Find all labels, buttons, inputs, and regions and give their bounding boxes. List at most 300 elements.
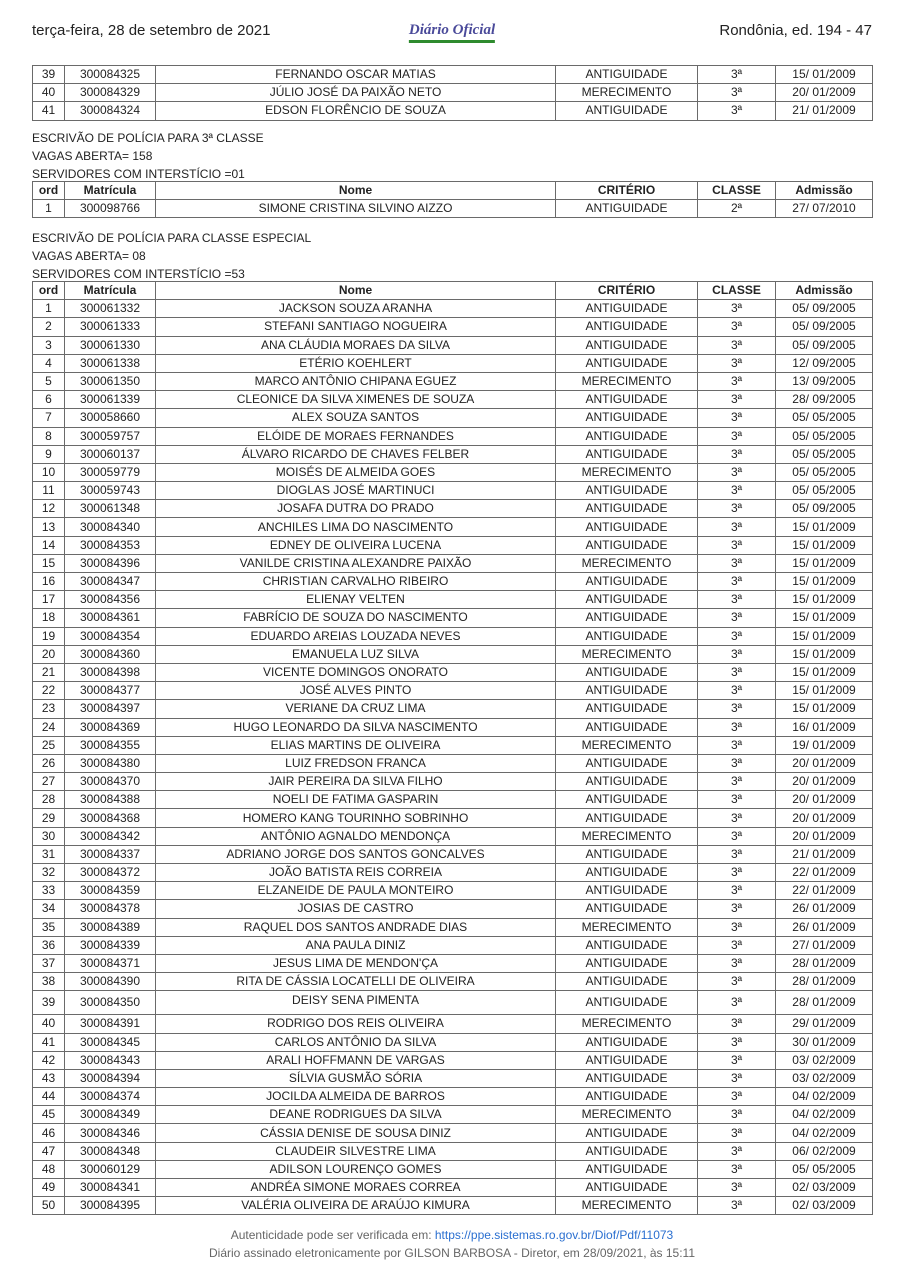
cell-admissao: 12/ 09/2005 [776, 354, 873, 372]
table-row [33, 391, 873, 409]
cell-classe: 3ª [698, 1015, 776, 1033]
cell-ord: 11 [33, 482, 65, 500]
cell-criterio: ANTIGUIDADE [556, 1088, 698, 1106]
cell-ord: 49 [33, 1179, 65, 1197]
cell-matricula: 300084380 [65, 754, 156, 772]
cell-admissao: 15/ 01/2009 [776, 573, 873, 591]
cell-admissao: 21/ 01/2009 [776, 102, 873, 120]
table-row [33, 1015, 873, 1033]
cell-classe: 3ª [698, 1069, 776, 1087]
cell-classe: 3ª [698, 627, 776, 645]
cell-classe: 3ª [698, 1142, 776, 1160]
cell-ord: 34 [33, 900, 65, 918]
cell-classe: 3ª [698, 918, 776, 936]
cell-matricula: 300084339 [65, 936, 156, 954]
cell-matricula: 300084356 [65, 591, 156, 609]
cell-admissao: 28/ 01/2009 [776, 973, 873, 991]
cell-ord: 45 [33, 1106, 65, 1124]
cell-matricula: 300084350 [65, 991, 156, 1015]
cell-criterio: MERECIMENTO [556, 554, 698, 572]
col-ord: ord [33, 282, 65, 300]
cell-nome: JAIR PEREIRA DA SILVA FILHO [156, 773, 556, 791]
cell-admissao: 19/ 01/2009 [776, 736, 873, 754]
cell-classe: 3ª [698, 645, 776, 663]
table-row [33, 1088, 873, 1106]
cell-ord: 26 [33, 754, 65, 772]
cell-matricula: 300084346 [65, 1124, 156, 1142]
brand-title: Diário Oficial [408, 22, 496, 38]
cell-ord: 46 [33, 1124, 65, 1142]
table-row [33, 627, 873, 645]
table-row [33, 809, 873, 827]
cell-ord: 9 [33, 445, 65, 463]
cell-ord: 50 [33, 1197, 65, 1215]
cell-admissao: 04/ 02/2009 [776, 1106, 873, 1124]
cell-matricula: 300098766 [65, 200, 156, 218]
cell-ord: 13 [33, 518, 65, 536]
cell-nome: CLEONICE DA SILVA XIMENES DE SOUZA [156, 391, 556, 409]
table-row [33, 445, 873, 463]
cell-ord: 48 [33, 1160, 65, 1178]
table-row [33, 1142, 873, 1160]
cell-criterio: ANTIGUIDADE [556, 864, 698, 882]
cell-classe: 3ª [698, 1124, 776, 1142]
cell-matricula: 300084345 [65, 1033, 156, 1051]
cell-matricula: 300059743 [65, 482, 156, 500]
cell-nome: VICENTE DOMINGOS ONORATO [156, 663, 556, 681]
table-row [33, 554, 873, 572]
cell-admissao: 05/ 09/2005 [776, 500, 873, 518]
cell-classe: 3ª [698, 936, 776, 954]
cell-admissao: 28/ 01/2009 [776, 954, 873, 972]
cell-classe: 3ª [698, 500, 776, 518]
cell-criterio: ANTIGUIDADE [556, 482, 698, 500]
cell-nome: JOÃO BATISTA REIS CORREIA [156, 864, 556, 882]
cell-criterio: ANTIGUIDADE [556, 936, 698, 954]
cell-criterio: ANTIGUIDADE [556, 845, 698, 863]
cell-criterio: ANTIGUIDADE [556, 718, 698, 736]
cell-matricula: 300060129 [65, 1160, 156, 1178]
table-header-row [33, 182, 873, 200]
cell-classe: 3ª [698, 445, 776, 463]
cell-nome: VERIANE DA CRUZ LIMA [156, 700, 556, 718]
cell-criterio: ANTIGUIDADE [556, 773, 698, 791]
cell-criterio: MERECIMENTO [556, 827, 698, 845]
cell-matricula: 300084353 [65, 536, 156, 554]
table-row [33, 1160, 873, 1178]
cell-classe: 3ª [698, 66, 776, 84]
cell-classe: 3ª [698, 518, 776, 536]
table-row [33, 663, 873, 681]
signature-line: Diário assinado eletronicamente por GILSON BARBOSA - Diretor, em 28/09/2021, às 15:11 [208, 1246, 696, 1260]
brand-underline [409, 40, 495, 43]
cell-admissao: 05/ 05/2005 [776, 463, 873, 481]
cell-admissao: 15/ 01/2009 [776, 627, 873, 645]
cell-admissao: 15/ 01/2009 [776, 66, 873, 84]
table-row [33, 591, 873, 609]
cell-nome: CHRISTIAN CARVALHO RIBEIRO [156, 573, 556, 591]
cell-classe: 3ª [698, 318, 776, 336]
cell-classe: 3ª [698, 791, 776, 809]
cell-nome: JOCILDA ALMEIDA DE BARROS [156, 1088, 556, 1106]
table-row [33, 102, 873, 120]
cell-nome: MOISÉS DE ALMEIDA GOES [156, 463, 556, 481]
cell-nome: STEFANI SANTIAGO NOGUEIRA [156, 318, 556, 336]
table-row [33, 918, 873, 936]
cell-criterio: ANTIGUIDADE [556, 882, 698, 900]
servidores-label: SERVIDORES COM INTERSTÍCIO =53 [32, 267, 245, 281]
table-row [33, 573, 873, 591]
cell-criterio: ANTIGUIDADE [556, 1051, 698, 1069]
cell-ord: 38 [33, 973, 65, 991]
table-row [33, 354, 873, 372]
cell-classe: 3ª [698, 773, 776, 791]
cell-ord: 14 [33, 536, 65, 554]
cell-nome: CÁSSIA DENISE DE SOUSA DINIZ [156, 1124, 556, 1142]
cell-matricula: 300084343 [65, 1051, 156, 1069]
cell-criterio: ANTIGUIDADE [556, 991, 698, 1015]
cell-ord: 6 [33, 391, 65, 409]
col-ord: ord [33, 182, 65, 200]
cell-ord: 32 [33, 864, 65, 882]
cell-admissao: 22/ 01/2009 [776, 882, 873, 900]
cell-ord: 33 [33, 882, 65, 900]
cell-nome: ARALI HOFFMANN DE VARGAS [156, 1051, 556, 1069]
cell-ord: 44 [33, 1088, 65, 1106]
cell-admissao: 15/ 01/2009 [776, 609, 873, 627]
cell-criterio: MERECIMENTO [556, 1015, 698, 1033]
cell-criterio: MERECIMENTO [556, 918, 698, 936]
cell-criterio: ANTIGUIDADE [556, 973, 698, 991]
cell-nome: DEISY SENA PIMENTA [156, 991, 556, 1015]
table-row [33, 645, 873, 663]
table-header-row [33, 282, 873, 300]
cell-classe: 3ª [698, 1088, 776, 1106]
cell-ord: 22 [33, 682, 65, 700]
cell-criterio: MERECIMENTO [556, 372, 698, 390]
cell-admissao: 29/ 01/2009 [776, 1015, 873, 1033]
cell-ord: 35 [33, 918, 65, 936]
cell-classe: 3ª [698, 1160, 776, 1178]
table-row [33, 1124, 873, 1142]
cell-criterio: ANTIGUIDADE [556, 609, 698, 627]
cell-matricula: 300084390 [65, 973, 156, 991]
cell-criterio: ANTIGUIDADE [556, 663, 698, 681]
cell-admissao: 28/ 09/2005 [776, 391, 873, 409]
cell-criterio: MERECIMENTO [556, 463, 698, 481]
cell-admissao: 15/ 01/2009 [776, 536, 873, 554]
cell-admissao: 28/ 01/2009 [776, 991, 873, 1015]
cell-classe: 3ª [698, 1197, 776, 1215]
cell-ord: 39 [33, 66, 65, 84]
cell-nome: JOSÉ ALVES PINTO [156, 682, 556, 700]
cell-admissao: 05/ 09/2005 [776, 336, 873, 354]
cell-matricula: 300084368 [65, 809, 156, 827]
cell-matricula: 300061332 [65, 300, 156, 318]
cell-matricula: 300084329 [65, 84, 156, 102]
cell-classe: 3ª [698, 827, 776, 845]
table-row [33, 1197, 873, 1215]
table-row [33, 882, 873, 900]
cell-classe: 3ª [698, 718, 776, 736]
cell-criterio: ANTIGUIDADE [556, 445, 698, 463]
cell-admissao: 15/ 01/2009 [776, 554, 873, 572]
col-classe: CLASSE [698, 282, 776, 300]
cell-ord: 20 [33, 645, 65, 663]
cell-classe: 3ª [698, 300, 776, 318]
cell-admissao: 20/ 01/2009 [776, 773, 873, 791]
cell-classe: 3ª [698, 1106, 776, 1124]
cell-admissao: 22/ 01/2009 [776, 864, 873, 882]
cell-ord: 39 [33, 991, 65, 1015]
cell-matricula: 300084354 [65, 627, 156, 645]
cell-matricula: 300084391 [65, 1015, 156, 1033]
cell-matricula: 300084355 [65, 736, 156, 754]
cell-ord: 12 [33, 500, 65, 518]
cell-criterio: ANTIGUIDADE [556, 318, 698, 336]
table-row [33, 827, 873, 845]
cell-classe: 3ª [698, 736, 776, 754]
cell-criterio: ANTIGUIDADE [556, 900, 698, 918]
table-row [33, 773, 873, 791]
cell-admissao: 16/ 01/2009 [776, 718, 873, 736]
cell-ord: 5 [33, 372, 65, 390]
cell-classe: 3ª [698, 372, 776, 390]
cell-classe: 3ª [698, 991, 776, 1015]
authenticity-link[interactable]: https://ppe.sistemas.ro.gov.br/Diof/Pdf/11073 [434, 1228, 674, 1242]
table-3a-classe [32, 181, 873, 218]
cell-admissao: 03/ 02/2009 [776, 1069, 873, 1087]
cell-criterio: ANTIGUIDADE [556, 427, 698, 445]
cell-matricula: 300084372 [65, 864, 156, 882]
cell-ord: 36 [33, 936, 65, 954]
cell-classe: 3ª [698, 882, 776, 900]
cell-classe: 3ª [698, 609, 776, 627]
cell-criterio: ANTIGUIDADE [556, 591, 698, 609]
cell-classe: 3ª [698, 1051, 776, 1069]
table-row [33, 845, 873, 863]
cell-ord: 2 [33, 318, 65, 336]
cell-admissao: 15/ 01/2009 [776, 700, 873, 718]
cell-nome: RITA DE CÁSSIA LOCATELLI DE OLIVEIRA [156, 973, 556, 991]
cell-nome: JOSAFA DUTRA DO PRADO [156, 500, 556, 518]
cell-classe: 3ª [698, 700, 776, 718]
cell-ord: 42 [33, 1051, 65, 1069]
cell-ord: 4 [33, 354, 65, 372]
cell-matricula: 300084337 [65, 845, 156, 863]
brand-logo [409, 22, 495, 43]
cell-nome: ANA PAULA DINIZ [156, 936, 556, 954]
table-row [33, 973, 873, 991]
col-admissao: Admissão [776, 282, 873, 300]
cell-ord: 43 [33, 1069, 65, 1087]
table-row [33, 518, 873, 536]
cell-nome: EDNEY DE OLIVEIRA LUCENA [156, 536, 556, 554]
cell-criterio: ANTIGUIDADE [556, 754, 698, 772]
cell-admissao: 26/ 01/2009 [776, 900, 873, 918]
cell-admissao: 15/ 01/2009 [776, 682, 873, 700]
cell-ord: 29 [33, 809, 65, 827]
cell-nome: ETÉRIO KOEHLERT [156, 354, 556, 372]
cell-admissao: 05/ 05/2005 [776, 482, 873, 500]
table-row [33, 1106, 873, 1124]
cell-criterio: ANTIGUIDADE [556, 1033, 698, 1051]
cell-admissao: 20/ 01/2009 [776, 809, 873, 827]
cell-criterio: ANTIGUIDADE [556, 354, 698, 372]
cell-criterio: MERECIMENTO [556, 84, 698, 102]
cell-nome: CLAUDEIR SILVESTRE LIMA [156, 1142, 556, 1160]
cell-nome: ÁLVARO RICARDO DE CHAVES FELBER [156, 445, 556, 463]
cell-nome: ELIENAY VELTEN [156, 591, 556, 609]
cell-classe: 3ª [698, 682, 776, 700]
cell-classe: 3ª [698, 554, 776, 572]
cell-nome: JÚLIO JOSÉ DA PAIXÃO NETO [156, 84, 556, 102]
table-row [33, 318, 873, 336]
table-row [33, 954, 873, 972]
cell-nome: SÍLVIA GUSMÃO SÓRIA [156, 1069, 556, 1087]
cell-ord: 19 [33, 627, 65, 645]
cell-matricula: 300084359 [65, 882, 156, 900]
cell-matricula: 300084378 [65, 900, 156, 918]
table-row [33, 1033, 873, 1051]
cell-criterio: ANTIGUIDADE [556, 1124, 698, 1142]
cell-admissao: 20/ 01/2009 [776, 791, 873, 809]
table-row [33, 372, 873, 390]
cell-ord: 17 [33, 591, 65, 609]
cell-matricula: 300084340 [65, 518, 156, 536]
cell-matricula: 300084349 [65, 1106, 156, 1124]
cell-classe: 3ª [698, 1033, 776, 1051]
cell-ord: 21 [33, 663, 65, 681]
cell-nome: JOSIAS DE CASTRO [156, 900, 556, 918]
cell-matricula: 300084389 [65, 918, 156, 936]
cell-ord: 40 [33, 84, 65, 102]
vagas-label: VAGAS ABERTA= 08 [32, 249, 146, 263]
table-row [33, 1069, 873, 1087]
cell-ord: 41 [33, 102, 65, 120]
table-classe-especial [32, 281, 873, 1215]
section-title: ESCRIVÃO DE POLÍCIA PARA 3ª CLASSE [32, 131, 264, 145]
cell-ord: 40 [33, 1015, 65, 1033]
cell-admissao: 30/ 01/2009 [776, 1033, 873, 1051]
authenticity-prefix: Autenticidade pode ser verificada em: [230, 1228, 435, 1242]
cell-criterio: MERECIMENTO [556, 1197, 698, 1215]
cell-matricula: 300084369 [65, 718, 156, 736]
cell-criterio: ANTIGUIDADE [556, 102, 698, 120]
authenticity-line [0, 1226, 904, 1244]
cell-nome: ALEX SOUZA SANTOS [156, 409, 556, 427]
edition-label: Rondônia, ed. 194 - 47 [719, 22, 872, 39]
cell-admissao: 15/ 01/2009 [776, 518, 873, 536]
cell-admissao: 04/ 02/2009 [776, 1088, 873, 1106]
cell-classe: 3ª [698, 573, 776, 591]
cell-nome: VALÉRIA OLIVEIRA DE ARAÚJO KIMURA [156, 1197, 556, 1215]
cell-classe: 3ª [698, 102, 776, 120]
table-row [33, 1051, 873, 1069]
cell-nome: NOELI DE FATIMA GASPARIN [156, 791, 556, 809]
cell-matricula: 300084324 [65, 102, 156, 120]
cell-matricula: 300084395 [65, 1197, 156, 1215]
cell-matricula: 300061339 [65, 391, 156, 409]
col-admissao: Admissão [776, 182, 873, 200]
cell-admissao: 20/ 01/2009 [776, 827, 873, 845]
cell-criterio: ANTIGUIDADE [556, 391, 698, 409]
cell-matricula: 300061338 [65, 354, 156, 372]
table-row [33, 427, 873, 445]
cell-admissao: 27/ 07/2010 [776, 200, 873, 218]
cell-ord: 47 [33, 1142, 65, 1160]
table-row [33, 482, 873, 500]
cell-ord: 1 [33, 200, 65, 218]
continued-table [32, 65, 873, 121]
section-3a-classe-info [32, 129, 264, 183]
cell-classe: 3ª [698, 900, 776, 918]
cell-admissao: 05/ 05/2005 [776, 1160, 873, 1178]
table-row [33, 300, 873, 318]
cell-matricula: 300084377 [65, 682, 156, 700]
cell-classe: 3ª [698, 391, 776, 409]
cell-matricula: 300084341 [65, 1179, 156, 1197]
table-row [33, 682, 873, 700]
cell-admissao: 05/ 05/2005 [776, 445, 873, 463]
table-row [33, 536, 873, 554]
cell-matricula: 300084398 [65, 663, 156, 681]
cell-nome: VANILDE CRISTINA ALEXANDRE PAIXÃO [156, 554, 556, 572]
cell-admissao: 05/ 09/2005 [776, 300, 873, 318]
cell-ord: 18 [33, 609, 65, 627]
cell-ord: 37 [33, 954, 65, 972]
cell-nome: EDUARDO AREIAS LOUZADA NEVES [156, 627, 556, 645]
cell-matricula: 300058660 [65, 409, 156, 427]
cell-admissao: 13/ 09/2005 [776, 372, 873, 390]
cell-nome: DEANE RODRIGUES DA SILVA [156, 1106, 556, 1124]
cell-classe: 3ª [698, 354, 776, 372]
cell-admissao: 02/ 03/2009 [776, 1179, 873, 1197]
cell-matricula: 300061348 [65, 500, 156, 518]
cell-classe: 3ª [698, 409, 776, 427]
cell-ord: 16 [33, 573, 65, 591]
cell-classe: 3ª [698, 482, 776, 500]
cell-admissao: 27/ 01/2009 [776, 936, 873, 954]
cell-classe: 3ª [698, 1179, 776, 1197]
section-classe-especial-info [32, 229, 311, 283]
cell-matricula: 300084371 [65, 954, 156, 972]
col-matricula: Matrícula [65, 282, 156, 300]
table-row [33, 754, 873, 772]
cell-matricula: 300084397 [65, 700, 156, 718]
table-row [33, 736, 873, 754]
cell-classe: 3ª [698, 754, 776, 772]
cell-matricula: 300059757 [65, 427, 156, 445]
cell-nome: RAQUEL DOS SANTOS ANDRADE DIAS [156, 918, 556, 936]
cell-admissao: 26/ 01/2009 [776, 918, 873, 936]
cell-classe: 3ª [698, 954, 776, 972]
cell-admissao: 04/ 02/2009 [776, 1124, 873, 1142]
cell-classe: 3ª [698, 973, 776, 991]
cell-criterio: ANTIGUIDADE [556, 518, 698, 536]
cell-classe: 3ª [698, 809, 776, 827]
cell-classe: 3ª [698, 845, 776, 863]
cell-nome: MARCO ANTÔNIO CHIPANA EGUEZ [156, 372, 556, 390]
cell-ord: 24 [33, 718, 65, 736]
vagas-label: VAGAS ABERTA= 158 [32, 149, 153, 163]
cell-matricula: 300084361 [65, 609, 156, 627]
cell-classe: 3ª [698, 663, 776, 681]
cell-ord: 3 [33, 336, 65, 354]
cell-admissao: 20/ 01/2009 [776, 84, 873, 102]
table-row [33, 84, 873, 102]
table-row [33, 900, 873, 918]
